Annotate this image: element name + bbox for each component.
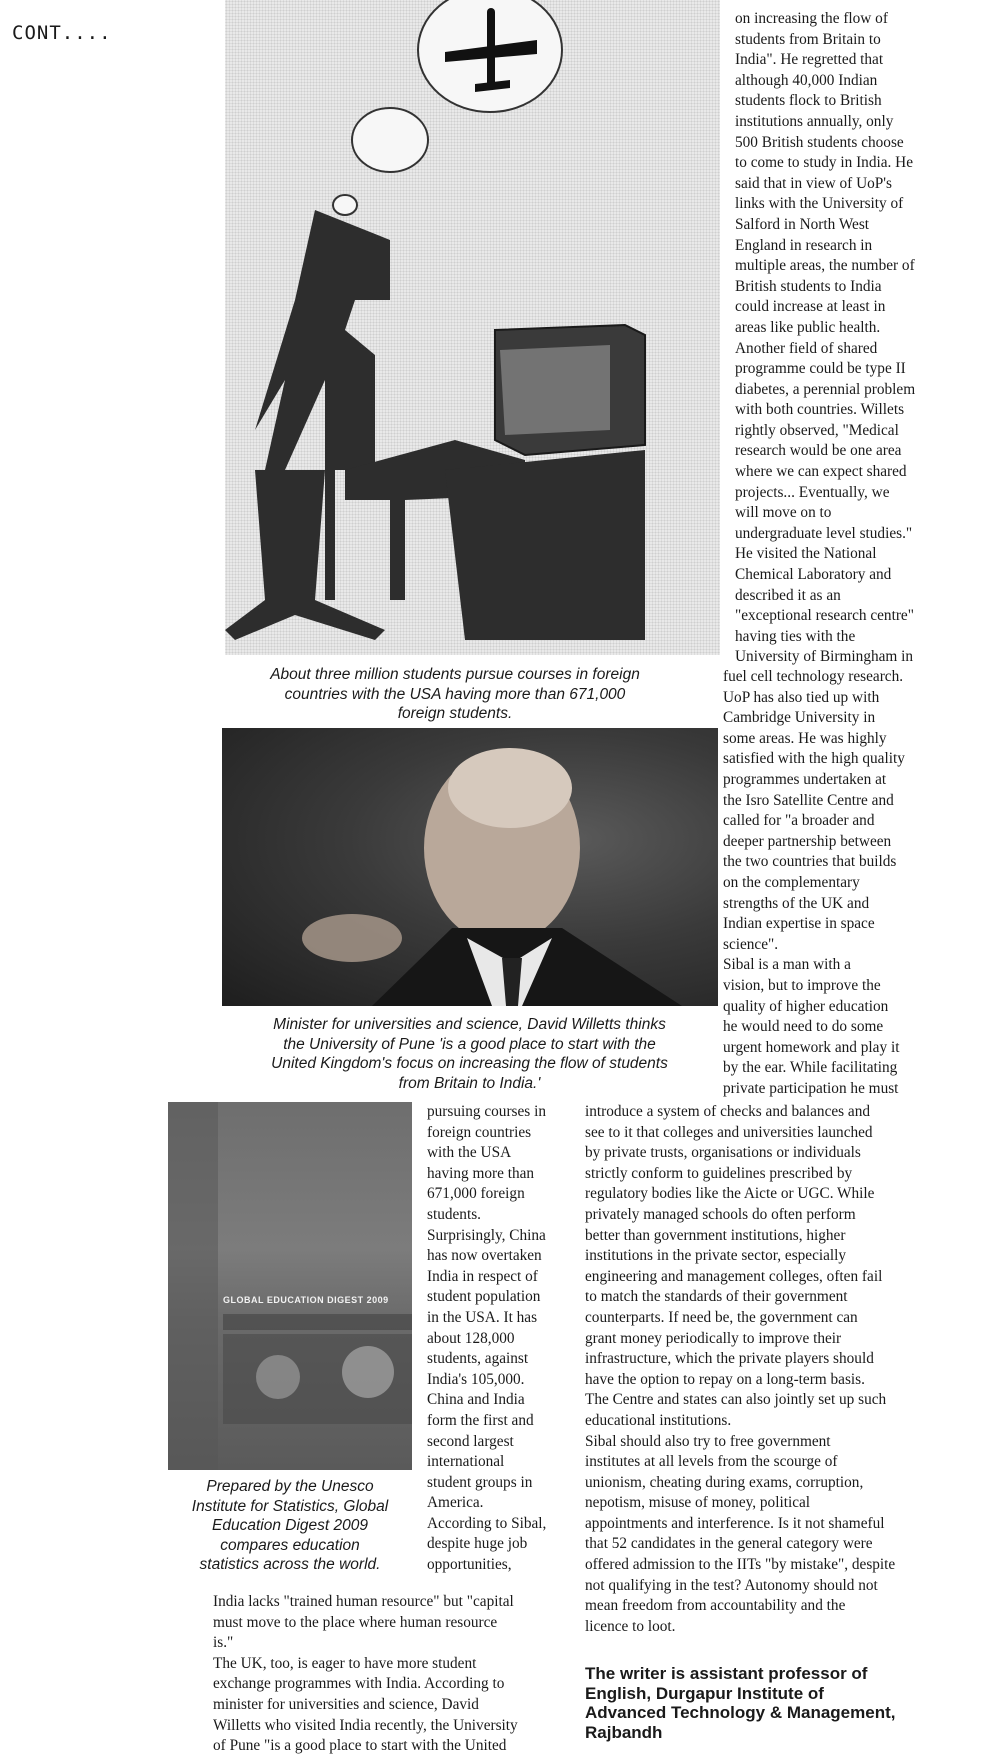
article-column-right-lower: fuel cell technology research. UoP has also tied up with Cambridge University in some areas. He was highly satisfied with the high quality programmes undertaken at the Isro Satellite Centre and called for "a broader and deeper partnership between the two countries that builds on the complementary strengths of the UK and Indian expertise in space science". Sibal is a man with a vision, but to improve the quality of higher education he would need to do some urgent homework and play it by the ear. While facilitating private participation he must bbox=[723, 668, 905, 1097]
article-column-lower-right: introduce a system of checks and balances and see to it that colleges and universities launched by private trusts, organisations or individuals strictly conform to guidelines prescribed by regulatory bodies like the Aicte or UGC. While privately managed schools do often perform better than government institutions, higher institutions in the private sector, especially engineering and management colleges, often fail to match the standards of their government counterparts. If need be, the government can grant money periodically to improve their infrastructure, which the private players should have the option to repay on a long-term basis. The Centre and states can also jointly set up such educational institutions. Sibal should also try to free government institutes at all levels from the scourge of unionism, cheating during exams, corruption, nepotism, misuse of money, political appointments and interference. Is it not shameful that 52 candidates in the general category were offered admission to the IITs "by mistake", despite not qualifying in the test? Autonomy should not mean freedom from accountability and the licence to loot. bbox=[585, 1103, 896, 1635]
illustration-image bbox=[225, 0, 720, 655]
article-column-right-upper: on increasing the flow of students from Britain to India". He regretted that although 40,000 Indian students flock to British institutions annually, only 500 British students choose to come to study in India. He said that in view of UoP's links with the University of Salford in North West England in research in multiple areas, the number of British students to India could increase at least in areas like public health. Another field of shared programme could be type II diabetes, a perennial problem with both countries. Willets rightly observed, "Medical research would be one area where we can expect shared projects... Eventually, we will move on to undergraduate level studies." He visited the National Chemical Laboratory and described it as an "exceptional research centre" having ties with the University of Birmingham in bbox=[735, 10, 916, 666]
book-caption: Prepared by the Unesco Institute for Statistics, Global Education Digest 2009 compares education statistics across the world. bbox=[191, 1478, 389, 1573]
portrait-silhouette bbox=[222, 728, 718, 1006]
person-computer-illustration bbox=[225, 0, 720, 655]
book-cover-image bbox=[168, 1102, 412, 1470]
cont-label: CONT.... bbox=[12, 22, 112, 44]
article-column-middle: pursuing courses in foreign countries with the USA having more than 671,000 foreign students. Surprisingly, China has now overtaken India in respect of student population in the USA. It has about 128,000 students, against India's 105,000. China and India form the first and second largest international student groups in America. According to Sibal, despite huge job opportunities, bbox=[427, 1103, 547, 1574]
book-cover-graphic bbox=[168, 1102, 412, 1470]
illustration-caption: About three million students pursue courses in foreign countries with the USA having more than 671,000 foreign students. bbox=[270, 666, 640, 722]
article-column-lower-left: India lacks "trained human resource" but "capital must move to the place where human resource is." The UK, too, is eager to have more student exchange programmes with India. According to minister for universities and science, David Willetts who visited India recently, the University of Pune "is a good place to start with the United bbox=[213, 1593, 518, 1755]
photo-caption: Minister for universities and science, David Willetts thinks the University of Pune 'is a good place to start with the United Kingdom's focus on increasing the flow of students from Britain to India.' bbox=[271, 1016, 668, 1092]
minister-photo bbox=[222, 728, 718, 1006]
book-cover-title: GLOBAL EDUCATION DIGEST 2009 bbox=[223, 1295, 389, 1305]
author-byline: The writer is assistant professor of English, Durgapur Institute of Advanced Technology & Management, Rajbandh bbox=[585, 1664, 896, 1742]
